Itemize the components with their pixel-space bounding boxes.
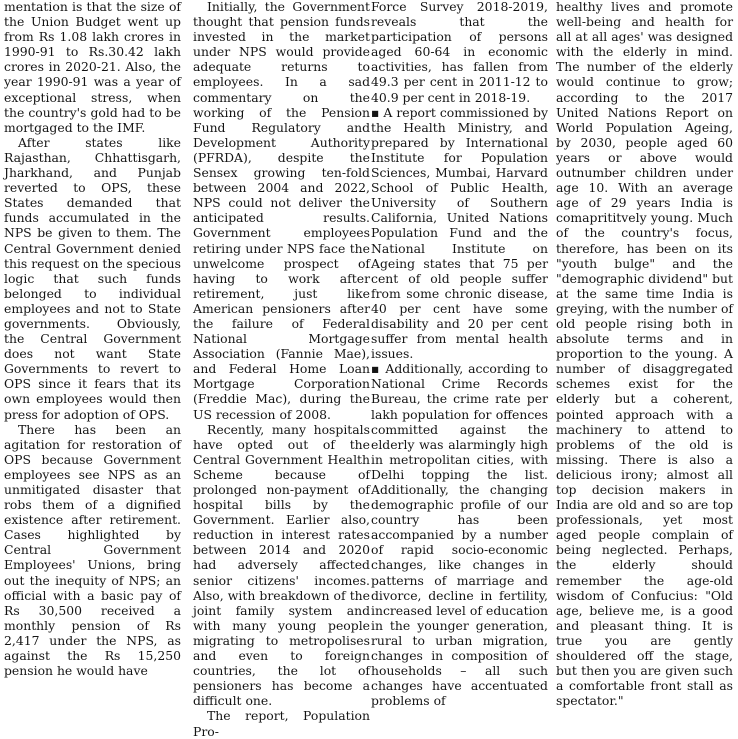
bullet-icon: ▪ [371, 104, 380, 120]
bullet-icon: ▪ [371, 361, 381, 377]
paragraph: There has been an agitation for restoration of OPS because Government employees see NPS as an unmitigated disaster that robs them of a dignified existence after retirement. Cases highlighted by Central Government Employees' Unions, bring out the inequity of NPS; an official with a basic pay of Rs 30,500 received a monthly pension of Rs 2,417 under the NPS, as against the Rs 15,250 pension he would have [4, 421, 181, 679]
paragraph-text: A report commissioned by the Health Ministry, and prepared by International Institute for Population Sciences, Mumbai, Harvard School of Public Health, University of Southern California, United Nations Population Fund and the National Institute on Ageing states that 75 per cent of old people suffer from some chronic disease, 40 per cent have some disability and 20 per cent suffer from mental health issues. [371, 104, 548, 362]
paragraph: healthy lives and promote well-being and health for all at all ages' was designed with the elderly in mind. The number of the elderly would continue to grow; according to the 2017 United Nations Report on World Population Ageing, by 2030, people aged 60 years or above would outnumber children under age 10. With an average age of 29 years India is comaprititvely young. Much of the country's focus, therefore, has been on its "youth bulge" and the "demographic dividend" but at the same time India is greying, with the number of old people rising both in absolute terms and in proportion to the young. A number of disaggregated schemes exist for the elderly but a coherent, pointed approach with a machinery to attend to problems of the old is missing. There is also a delicious irony; almost all top decision makers in India are old and so are top professionals, yet most aged people complain of being neglected. Perhaps, the elderly should remember the age-old wisdom of Confucius: "Old age, believe me, is a good and pleasant thing. It is true you are gently shouldered off the stage, but then you are given such a comfortable front stall as spectator." [556, 0, 733, 709]
paragraph: After states like Rajasthan, Chhattisgarh, Jharkhand, and Punjab reverted to OPS, these States demanded that funds accumulated in the NPS be given to them. The Central Government denied this request on the specious logic that such funds belonged to individual employees and not to State governments. Obviously, the Central Government does not want State Governments to revert to OPS since it fears that its own employees would then press for adoption of OPS. [4, 134, 181, 422]
paragraph: Force Survey 2018-2019, reveals that the participation of persons aged 60-64 in economic activities, has fallen from 49.3 per cent in 2011-12 to 40.9 per cent in 2018-19. [371, 0, 548, 105]
article-column-4 [556, 0, 733, 708]
paragraph: mentation is that the size of the Union Budget went up from Rs 1.08 lakh crores in 1990-91 to Rs.30.42 lakh crores in 2020-21. Also, the year 1990-91 was a year of exceptional stress, when the country's gold had to be mortgaged to the IMF. [4, 0, 181, 135]
article-column-1 [4, 0, 181, 678]
paragraph-text: Additionally, according to National Crime Records Bureau, the crime rate per lakh population for offences committed against the elderly was alarmingly high in metropolitan cities, with Delhi topping the list. Additionally, the changing demographic profile of our country has been accompanied by a number of rapid socio-economic changes, like changes in patterns of marriage and divorce, decline in fertility, increased level of education in the younger generation, rural to urban migration, changes in composition of households – all such changes have accentuated problems of [371, 361, 548, 709]
paragraph: The report, Population Pro- [193, 708, 370, 739]
article-column-3 [371, 0, 548, 708]
bullet-paragraph [371, 361, 548, 708]
bullet-paragraph [371, 105, 548, 362]
article-column-2 [193, 0, 370, 739]
paragraph: Initially, the Government thought that pension funds invested in the market under NPS would provide adequate returns to employees. In a sad commentary on the working of the Pension Fund Regulatory and Development Authority (PFRDA), despite the Sensex growing ten-fold between 2004 and 2022, NPS could not deliver the anticipated results. Government employees retiring under NPS face the unwelcome prospect of having to work after retirement, just like American pensioners after the failure of Federal National Mortgage Association (Fannie Mae), and Federal Home Loan Mortgage Corporation (Freddie Mac), during the US recession of 2008. [193, 0, 370, 422]
paragraph: Recently, many hospitals have opted out of the Central Government Health Scheme because of prolonged non-payment of hospital bills by the Government. Earlier also, reduction in interest rates between 2014 and 2020 had adversely affected senior citizens' incomes. Also, with breakdown of the joint family system and with many young people migrating to metropolises and even to foreign countries, the lot of pensioners has become a difficult one. [193, 421, 370, 709]
